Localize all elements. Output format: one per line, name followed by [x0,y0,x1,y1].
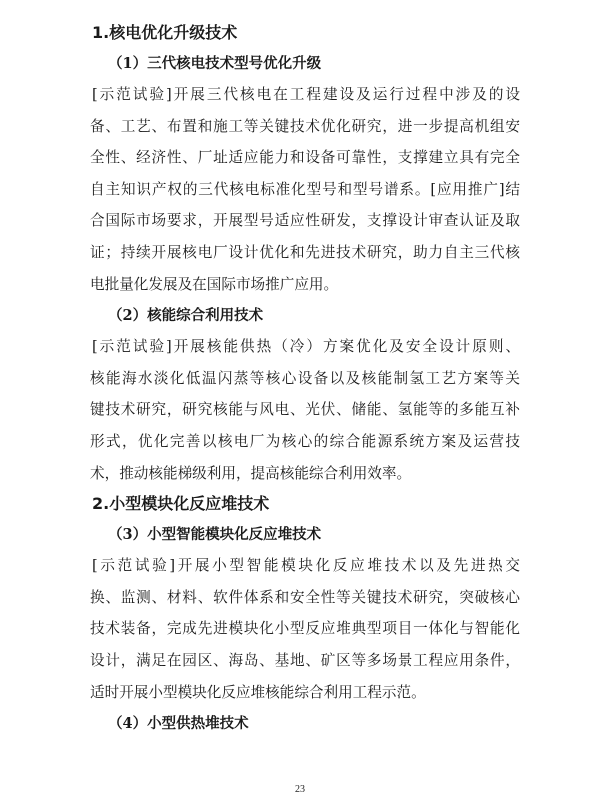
section-heading-2: 2.小型模块化反应堆技术 [92,494,270,514]
paragraph-line: [示范试验]开展核能供热（冷）方案优化及安全设计原则、 [92,338,520,356]
subsection-title-4: （4）小型供热堆技术 [108,715,249,733]
paragraph-line: 设计，满足在园区、海岛、基地、矿区等多场景工程应用条件， [90,651,520,669]
paragraph-line: 全性、经济性、厂址适应能力和设备可靠性，支撑建立具有完全 [90,149,520,167]
page-content [90,18,520,739]
paragraph-line: [示范试验]开展三代核电在工程建设及运行过程中涉及的设 [92,86,520,103]
paragraph-line: 自主知识产权的三代核电标准化型号和型号谱系。[应用推广]结 [90,180,520,198]
paragraph-line: 换、监测、材料、软件体系和安全性等关键技术研究，突破核心 [90,588,520,606]
paragraph-line: 术，推动核能梯级利用，提高核能综合利用效率。 [90,464,412,482]
paragraph-line: 技术装备，完成先进模块化小型反应堆典型项目一体化与智能化 [90,620,520,638]
paragraph-line: [示范试验]开展小型智能模块化反应堆技术以及先进热交 [92,557,520,575]
subsection-title-2: （2）核能综合利用技术 [108,307,264,325]
paragraph-line: 适时开展小型模块化反应堆核能综合利用工程示范。 [90,683,426,701]
paragraph-3 [90,550,520,708]
subsection-title-3: （3）小型智能模块化反应堆技术 [108,526,322,544]
paragraph-line: 键技术研究，研究核能与风电、光伏、储能、氢能等的多能互补 [90,401,520,419]
paragraph-line: 备、工艺、布置和施工等关键技术优化研究，进一步提高机组安 [90,117,520,135]
subsection-title-1: （1）三代核电技术型号优化升级 [108,55,322,72]
paragraph-line: 核能海水淡化低温闪蒸等核心设备以及核能制氢工艺方案等关 [90,369,520,387]
paragraph-1 [90,79,520,300]
paragraph-line: 合国际市场要求，开展型号适应性研发，支撑设计审查认证及取 [90,212,520,230]
paragraph-line: 证；持续开展核电厂设计优化和先进技术研究，助力自主三代核 [90,243,520,261]
paragraph-2 [90,331,520,489]
paragraph-line: 形式，优化完善以核电厂为核心的综合能源系统方案及运营技 [90,432,520,450]
page-number: 23 [295,784,305,795]
paragraph-line: 电批量化发展及在国际市场推广应用。 [90,275,339,293]
section-heading-1: 1.核电优化升级技术 [92,23,238,42]
